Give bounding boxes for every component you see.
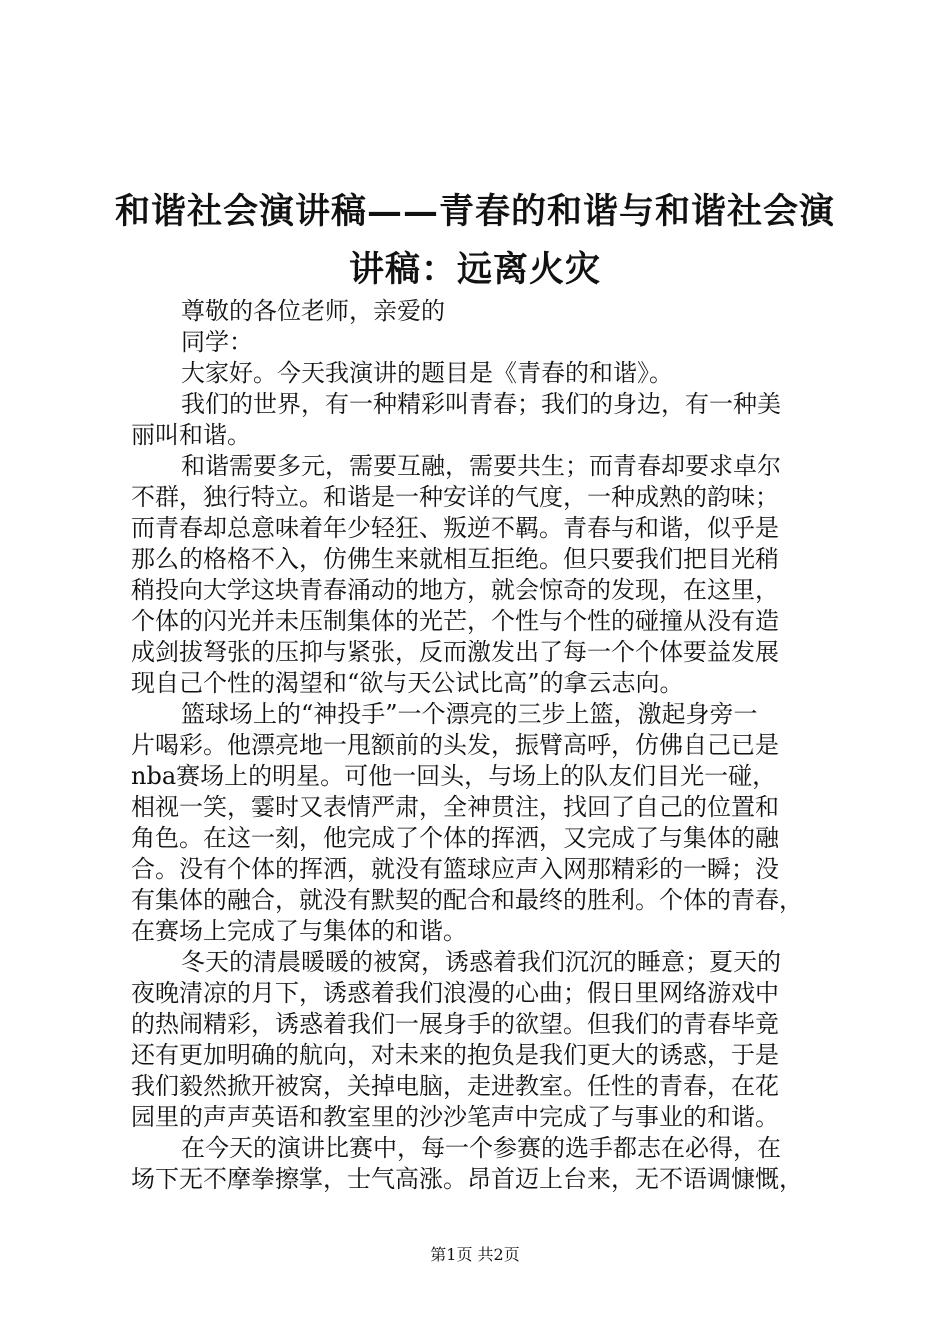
text-line: 的热闹精彩，诱惑着我们一展身手的欲望。但我们的青春毕竟 bbox=[131, 1010, 779, 1038]
text-line: 个体的闪光并未压制集体的光芒，个性与个性的碰撞从没有造 bbox=[131, 607, 779, 635]
text-line: 片喝彩。他漂亮地一甩额前的头发，振臂高呼，仿佛自己已是 bbox=[131, 731, 779, 759]
text-line: 园里的声声英语和教室里的沙沙笔声中完成了与事业的和谐。 bbox=[131, 1103, 779, 1131]
text-line: 角色。在这一刻，他完成了个体的挥洒，又完成了与集体的融 bbox=[131, 824, 779, 852]
text-line: 大家好。今天我演讲的题目是《青春的和谐》。 bbox=[181, 359, 673, 387]
text-line: 同学： bbox=[181, 328, 253, 356]
document-title-line-1: 和谐社会演讲稿——青春的和谐与和谐社会演 bbox=[114, 191, 835, 232]
text-line: 还有更加明确的航向，对未来的抱负是我们更大的诱惑，于是 bbox=[131, 1041, 779, 1069]
text-line: 相视一笑，霎时又表情严肃，全神贯注，找回了自己的位置和 bbox=[131, 793, 779, 821]
text-line: 在赛场上完成了与集体的和谐。 bbox=[131, 917, 467, 945]
document-body bbox=[131, 296, 841, 1195]
page-footer: 第1页 共2页 bbox=[430, 1245, 520, 1264]
text-line: 现自己个性的渴望和“欲与天公试比高”的拿云志向。 bbox=[131, 669, 684, 697]
text-line: 夜晚清凉的月下，诱惑着我们浪漫的心曲；假日里网络游戏中 bbox=[131, 979, 779, 1007]
text-line: 我们的世界，有一种精彩叫青春；我们的身边，有一种美 bbox=[181, 390, 781, 418]
text-line: 丽叫和谐。 bbox=[131, 421, 251, 449]
text-line: 尊敬的各位老师，亲爱的 bbox=[181, 297, 445, 325]
text-line: 稍投向大学这块青春涌动的地方，就会惊奇的发现，在这里， bbox=[131, 576, 779, 604]
text-line: 在今天的演讲比赛中，每一个参赛的选手都志在必得，在 bbox=[181, 1134, 781, 1162]
text-line: 而青春却总意味着年少轻狂、叛逆不羁。青春与和谐，似乎是 bbox=[131, 514, 779, 542]
text-line: 合。没有个体的挥洒，就没有篮球应声入网那精彩的一瞬；没 bbox=[131, 855, 779, 883]
text-line: 那么的格格不入，仿佛生来就相互拒绝。但只要我们把目光稍 bbox=[131, 545, 779, 573]
text-line: 有集体的融合，就没有默契的配合和最终的胜利。个体的青春， bbox=[131, 886, 803, 914]
text-line: 篮球场上的“神投手”一个漂亮的三步上篮，激起身旁一 bbox=[181, 700, 758, 728]
document-title-line-2: 讲稿：远离火灾 bbox=[348, 249, 601, 290]
text-line: 和谐需要多元，需要互融，需要共生；而青春却要求卓尔 bbox=[181, 452, 781, 480]
text-line: 我们毅然掀开被窝，关掉电脑，走进教室。任性的青春，在花 bbox=[131, 1072, 779, 1100]
text-line: 冬天的清晨暖暖的被窝，诱惑着我们沉沉的睡意；夏天的 bbox=[181, 948, 781, 976]
text-line: nba赛场上的明星。可他一回头，与场上的队友们目光一碰， bbox=[131, 762, 777, 790]
text-line: 成剑拔弩张的压抑与紧张，反而激发出了每一个个体要益发展 bbox=[131, 638, 779, 666]
text-line: 场下无不摩拳擦掌，士气高涨。昂首迈上台来，无不语调慷慨， bbox=[131, 1165, 803, 1193]
text-line: 不群，独行特立。和谐是一种安详的气度，一种成熟的韵味； bbox=[131, 483, 779, 511]
